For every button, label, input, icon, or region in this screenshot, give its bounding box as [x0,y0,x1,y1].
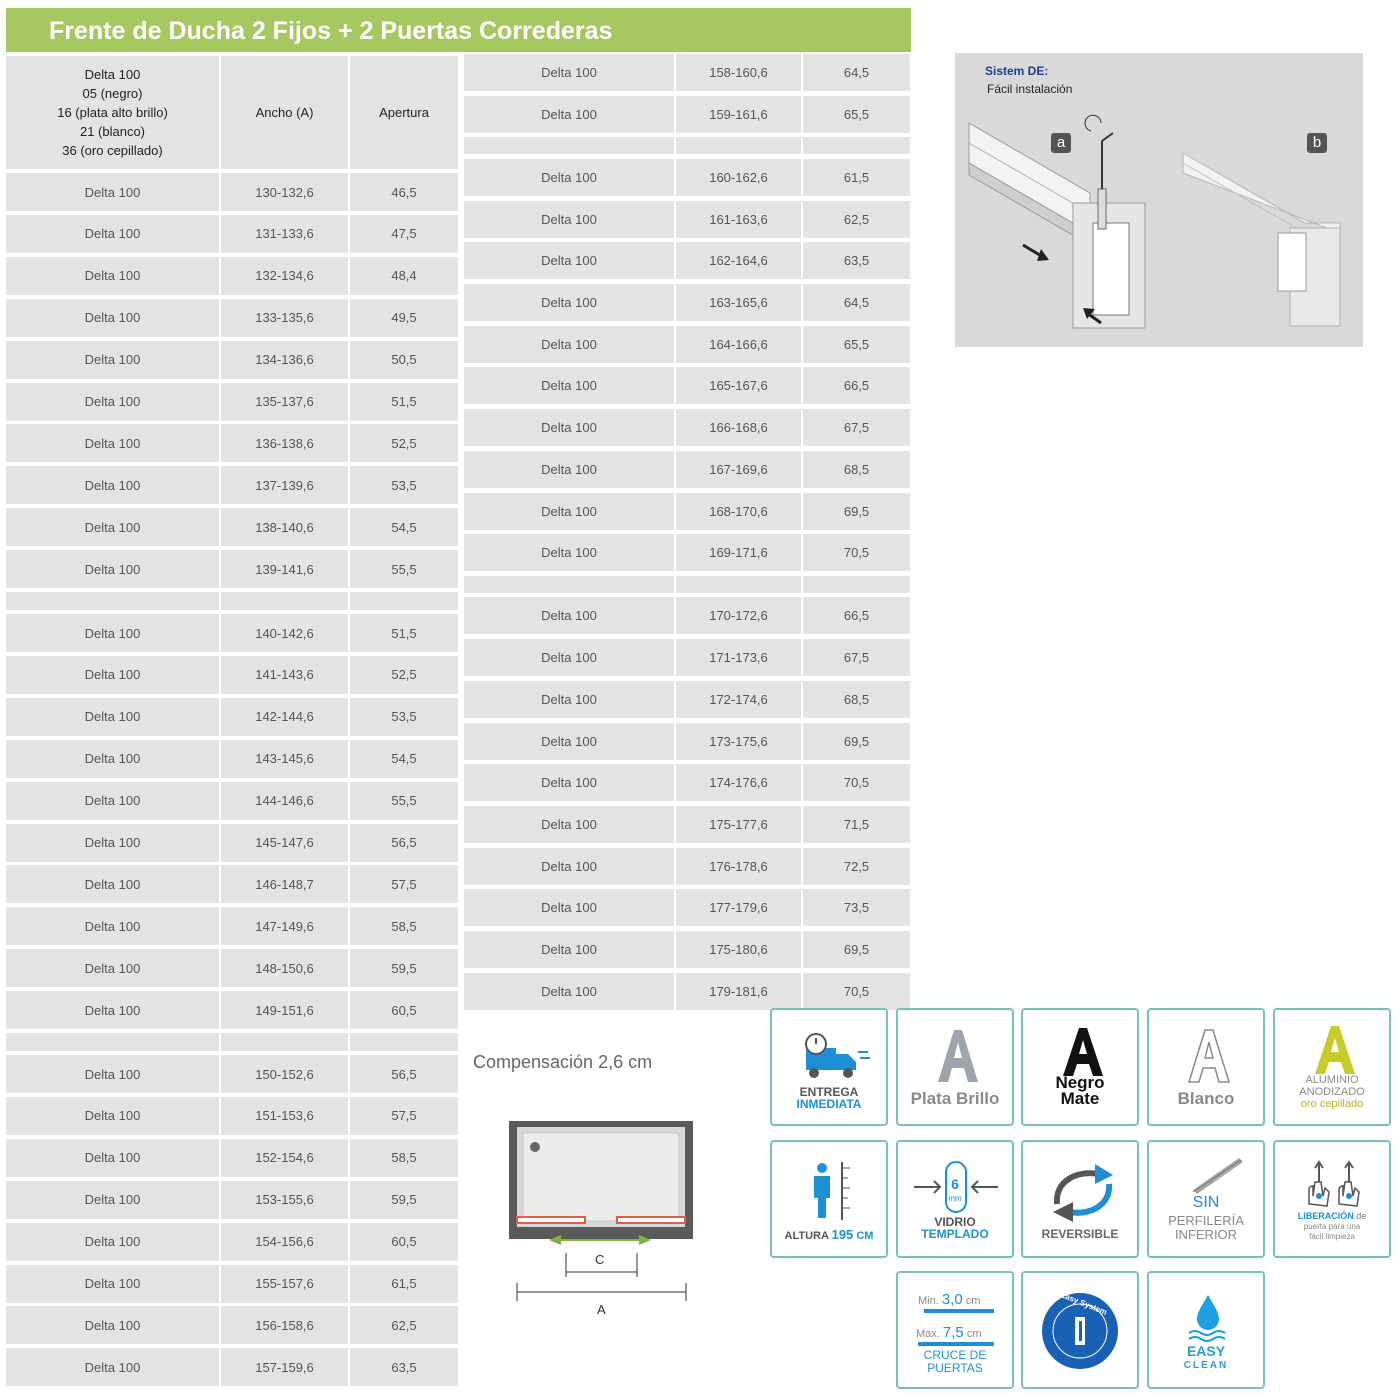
cell-model: Delta 100 [6,614,219,652]
cell-opening: 68,5 [803,451,910,488]
cell-model: Delta 100 [464,96,674,133]
feature-negro-mate [1021,1008,1139,1126]
feature-easy-clean [1147,1271,1265,1389]
cell-width: 149-151,6 [221,991,348,1029]
cell-model: Delta 100 [464,493,674,530]
header-model-line: 36 (oro cepillado) [62,143,163,158]
badge-b: b [1307,133,1327,153]
cell-model: Delta 100 [6,466,219,504]
page-title: Frente de Ducha 2 Fijos + 2 Puertas Correderas [6,8,911,52]
cell-opening: 64,5 [803,54,910,91]
cell-model: Delta 100 [6,1348,219,1386]
cell-width: 154-156,6 [221,1223,348,1261]
liberacion-label-2: puerta para una [1303,1222,1361,1231]
cell-width: 136-138,6 [221,424,348,462]
cell-opening: 60,5 [350,1223,458,1261]
cell-width: 172-174,6 [676,681,801,718]
installation-illustration [955,53,1363,347]
cell-model: Delta 100 [464,639,674,676]
header-width: Ancho (A) [221,56,348,169]
feature-reversible [1021,1140,1139,1258]
cell-opening [803,137,910,154]
cell-opening: 59,5 [350,949,458,987]
easy-system-seal-icon [1023,1273,1139,1389]
cell-model: Delta 100 [464,201,674,238]
vidrio-number: 6 [951,1176,959,1192]
cell-opening: 55,5 [350,782,458,820]
easy-clean-label-2: CLEAN [1183,1360,1229,1371]
cell-opening: 46,5 [350,173,458,211]
cell-model: Delta 100 [464,242,674,279]
altura-unit: CM [856,1230,874,1242]
cell-model: Delta 100 [464,597,674,634]
cell-width: 138-140,6 [221,508,348,546]
cell-model: Delta 100 [6,1223,219,1261]
cell-width: 141-143,6 [221,656,348,694]
cell-opening: 67,5 [803,639,910,676]
cell-opening: 51,5 [350,383,458,421]
cell-opening: 64,5 [803,284,910,321]
cruce-min-unit: cm [965,1295,981,1307]
cell-model: Delta 100 [464,326,674,363]
cell-opening: 57,5 [350,865,458,903]
header-model-line: 21 (blanco) [79,124,146,139]
liberacion-title: LIBERACIÓN [1297,1211,1354,1221]
cruce-label-2: PUERTAS [927,1361,983,1375]
cell-width: 142-144,6 [221,698,348,736]
cell-model: Delta 100 [6,865,219,903]
cell-width: 134-136,6 [221,341,348,379]
cell-model: Delta 100 [6,1097,219,1135]
cell-model: Delta 100 [464,409,674,446]
cell-model [6,592,219,610]
feature-liberacion [1273,1140,1391,1258]
dimension-a-label: A [597,1302,606,1317]
cell-opening: 61,5 [350,1265,458,1303]
cell-opening: 59,5 [350,1181,458,1219]
cell-width: 177-179,6 [676,889,801,926]
aluminio-label-3: oro cepillado [1300,1098,1364,1110]
cell-width: 140-142,6 [221,614,348,652]
cell-model: Delta 100 [6,173,219,211]
easy-system-text: Easy System [1059,1290,1109,1317]
aluminio-label-1: ALUMINIO [1305,1074,1359,1086]
feature-altura [770,1140,888,1258]
altura-value: 195 [831,1227,854,1242]
cell-opening [803,576,910,593]
vidrio-label-1: VIDRIO [934,1215,976,1229]
cell-opening: 63,5 [803,242,910,279]
cell-opening: 70,5 [803,973,910,1010]
altura-text: ALTURA [784,1230,829,1242]
header-model [6,56,219,169]
cell-width: 151-153,6 [221,1097,348,1135]
cell-width: 175-177,6 [676,806,801,843]
cell-opening: 48,4 [350,257,458,295]
cell-opening: 47,5 [350,215,458,253]
cell-model: Delta 100 [464,889,674,926]
cell-width: 135-137,6 [221,383,348,421]
cell-model: Delta 100 [464,764,674,801]
cell-width: 130-132,6 [221,173,348,211]
cell-width [676,137,801,154]
cell-model: Delta 100 [6,508,219,546]
cell-opening: 73,5 [803,889,910,926]
dimension-c-label: C [595,1252,605,1267]
feature-vidrio-templado [896,1140,1014,1258]
cell-model: Delta 100 [6,299,219,337]
liberacion-de: de [1356,1211,1367,1221]
cell-opening: 62,5 [803,201,910,238]
cell-opening: 58,5 [350,1139,458,1177]
cell-model: Delta 100 [464,681,674,718]
cell-width: 139-141,6 [221,550,348,588]
cell-model: Delta 100 [6,257,219,295]
cell-width: 157-159,6 [221,1348,348,1386]
cell-opening: 50,5 [350,341,458,379]
cell-opening: 63,5 [350,1348,458,1386]
cell-model: Delta 100 [464,451,674,488]
cell-model: Delta 100 [6,1265,219,1303]
cell-model: Delta 100 [6,1306,219,1344]
cell-opening: 70,5 [803,534,910,571]
cell-opening: 69,5 [803,723,910,760]
cell-width: 167-169,6 [676,451,801,488]
cell-opening: 61,5 [803,159,910,196]
cell-width: 156-158,6 [221,1306,348,1344]
cell-model [464,576,674,593]
sin-label-1: SIN [1192,1194,1220,1211]
plata-label: Plata Brillo [910,1089,1000,1108]
cell-width: 176-178,6 [676,848,801,885]
cell-width: 133-135,6 [221,299,348,337]
cell-model: Delta 100 [6,991,219,1029]
cruce-min [918,1291,980,1308]
cell-width: 137-139,6 [221,466,348,504]
cell-width: 173-175,6 [676,723,801,760]
cell-width: 148-150,6 [221,949,348,987]
entrega-label-1: ENTREGA [799,1085,859,1099]
cell-model: Delta 100 [6,698,219,736]
cell-opening: 62,5 [350,1306,458,1344]
cell-opening: 65,5 [803,96,910,133]
cell-width: 158-160,6 [676,54,801,91]
cell-opening [350,1033,458,1051]
cell-width: 153-155,6 [221,1181,348,1219]
cell-model: Delta 100 [464,284,674,321]
aluminio-label-2: ANODIZADO [1299,1086,1365,1098]
cell-model [6,1033,219,1051]
cell-opening: 69,5 [803,931,910,968]
header-model-line: 05 (negro) [82,86,143,101]
cell-opening: 51,5 [350,614,458,652]
vidrio-label-2: TEMPLADO [921,1227,989,1241]
cell-opening: 69,5 [803,493,910,530]
feature-sin-perfileria [1147,1140,1265,1258]
easy-clean-label-1: EASY [1186,1343,1226,1359]
entrega-label-2: INMEDIATA [796,1097,862,1111]
compensation-diagram [505,1115,705,1325]
cell-width: 150-152,6 [221,1055,348,1093]
letter-a-silver-icon [898,1010,1014,1126]
cell-width: 171-173,6 [676,639,801,676]
rail-drawing [955,53,1363,347]
sin-label-2: PERFILERÍA [1168,1213,1244,1228]
compensation-text: Compensación 2,6 cm [473,1052,653,1072]
letter-a-white-icon [1149,1010,1265,1126]
liberacion-label-3: fácil limpieza [1309,1232,1355,1241]
cell-model: Delta 100 [6,424,219,462]
cell-width: 169-171,6 [676,534,801,571]
cell-model: Delta 100 [464,931,674,968]
reversible-label: REVERSIBLE [1041,1227,1119,1241]
cell-width: 143-145,6 [221,740,348,778]
cell-width: 144-146,6 [221,782,348,820]
cell-width: 163-165,6 [676,284,801,321]
cell-opening: 57,5 [350,1097,458,1135]
cell-opening: 68,5 [803,681,910,718]
cell-model: Delta 100 [6,215,219,253]
cell-opening: 53,5 [350,698,458,736]
cruce-max-value: 7,5 [942,1324,964,1341]
cell-width [221,592,348,610]
cell-opening: 67,5 [803,409,910,446]
feature-cruce-puertas [896,1271,1014,1389]
cell-opening: 66,5 [803,597,910,634]
cell-opening: 54,5 [350,740,458,778]
altura-label [772,1228,886,1243]
negro-label-1: Negro [1055,1073,1105,1092]
cell-model: Delta 100 [6,824,219,862]
badge-a: a [1051,133,1071,153]
cell-width: 170-172,6 [676,597,801,634]
cell-opening: 71,5 [803,806,910,843]
cell-width [221,1033,348,1051]
cell-model: Delta 100 [464,973,674,1010]
cell-width: 168-170,6 [676,493,801,530]
cell-width: 155-157,6 [221,1265,348,1303]
cell-model: Delta 100 [464,367,674,404]
sin-label-3: INFERIOR [1174,1227,1238,1242]
cell-width: 164-166,6 [676,326,801,363]
header-model-line: 16 (plata alto brillo) [57,105,168,120]
cell-width: 174-176,6 [676,764,801,801]
cell-model: Delta 100 [6,550,219,588]
cell-opening: 60,5 [350,991,458,1029]
cell-opening: 66,5 [803,367,910,404]
cruce-min-label: Min. [918,1295,939,1307]
cell-width: 162-164,6 [676,242,801,279]
cell-model [464,137,674,154]
cell-width: 132-134,6 [221,257,348,295]
blanco-label: Blanco [1177,1089,1235,1108]
cell-width: 131-133,6 [221,215,348,253]
cell-model: Delta 100 [6,1055,219,1093]
cruce-min-value: 3,0 [941,1291,963,1308]
cell-opening: 56,5 [350,824,458,862]
cell-opening: 52,5 [350,656,458,694]
cruce-max [916,1324,982,1341]
cell-width: 147-149,6 [221,907,348,945]
feature-blanco [1147,1008,1265,1126]
cell-model: Delta 100 [464,848,674,885]
feature-easy-system [1021,1271,1139,1389]
cell-model: Delta 100 [464,723,674,760]
letter-a-black-icon [1023,1010,1139,1126]
cell-model: Delta 100 [6,740,219,778]
cell-model: Delta 100 [6,1181,219,1219]
cell-model: Delta 100 [464,159,674,196]
cell-width: 161-163,6 [676,201,801,238]
cell-opening: 55,5 [350,550,458,588]
cell-width: 146-148,7 [221,865,348,903]
cell-opening: 58,5 [350,907,458,945]
cell-opening: 53,5 [350,466,458,504]
cell-width: 179-181,6 [676,973,801,1010]
cell-width: 166-168,6 [676,409,801,446]
cell-opening: 70,5 [803,764,910,801]
cell-width: 152-154,6 [221,1139,348,1177]
system-title: Sistem DE: [985,64,1049,78]
cell-opening: 54,5 [350,508,458,546]
cell-width: 160-162,6 [676,159,801,196]
cell-model: Delta 100 [6,1139,219,1177]
cell-opening: 49,5 [350,299,458,337]
cell-model: Delta 100 [6,341,219,379]
cell-model: Delta 100 [6,656,219,694]
feature-entrega-inmediata [770,1008,888,1126]
feature-aluminio-oro [1273,1008,1391,1126]
cell-model: Delta 100 [464,54,674,91]
cell-model: Delta 100 [6,782,219,820]
cell-model: Delta 100 [6,907,219,945]
feature-plata-brillo [896,1008,1014,1126]
cell-width: 175-180,6 [676,931,801,968]
header-model-line: Delta 100 [84,67,141,82]
vidrio-unit: mm [948,1194,962,1203]
cruce-label-1: CRUCE DE [923,1348,987,1362]
cell-width: 165-167,6 [676,367,801,404]
cell-opening: 56,5 [350,1055,458,1093]
cruce-max-label: Max. [916,1328,940,1340]
cell-model: Delta 100 [6,949,219,987]
cell-opening [350,592,458,610]
negro-label-2: Mate [1060,1089,1100,1108]
system-subtitle: Fácil instalación [987,82,1073,96]
cell-width: 145-147,6 [221,824,348,862]
cell-width [676,576,801,593]
cell-width: 159-161,6 [676,96,801,133]
cruce-max-unit: cm [966,1328,982,1340]
cell-model: Delta 100 [464,534,674,571]
cell-opening: 72,5 [803,848,910,885]
header-opening: Apertura [350,56,458,169]
cell-model: Delta 100 [464,806,674,843]
cell-opening: 65,5 [803,326,910,363]
cell-opening: 52,5 [350,424,458,462]
cell-model: Delta 100 [6,383,219,421]
